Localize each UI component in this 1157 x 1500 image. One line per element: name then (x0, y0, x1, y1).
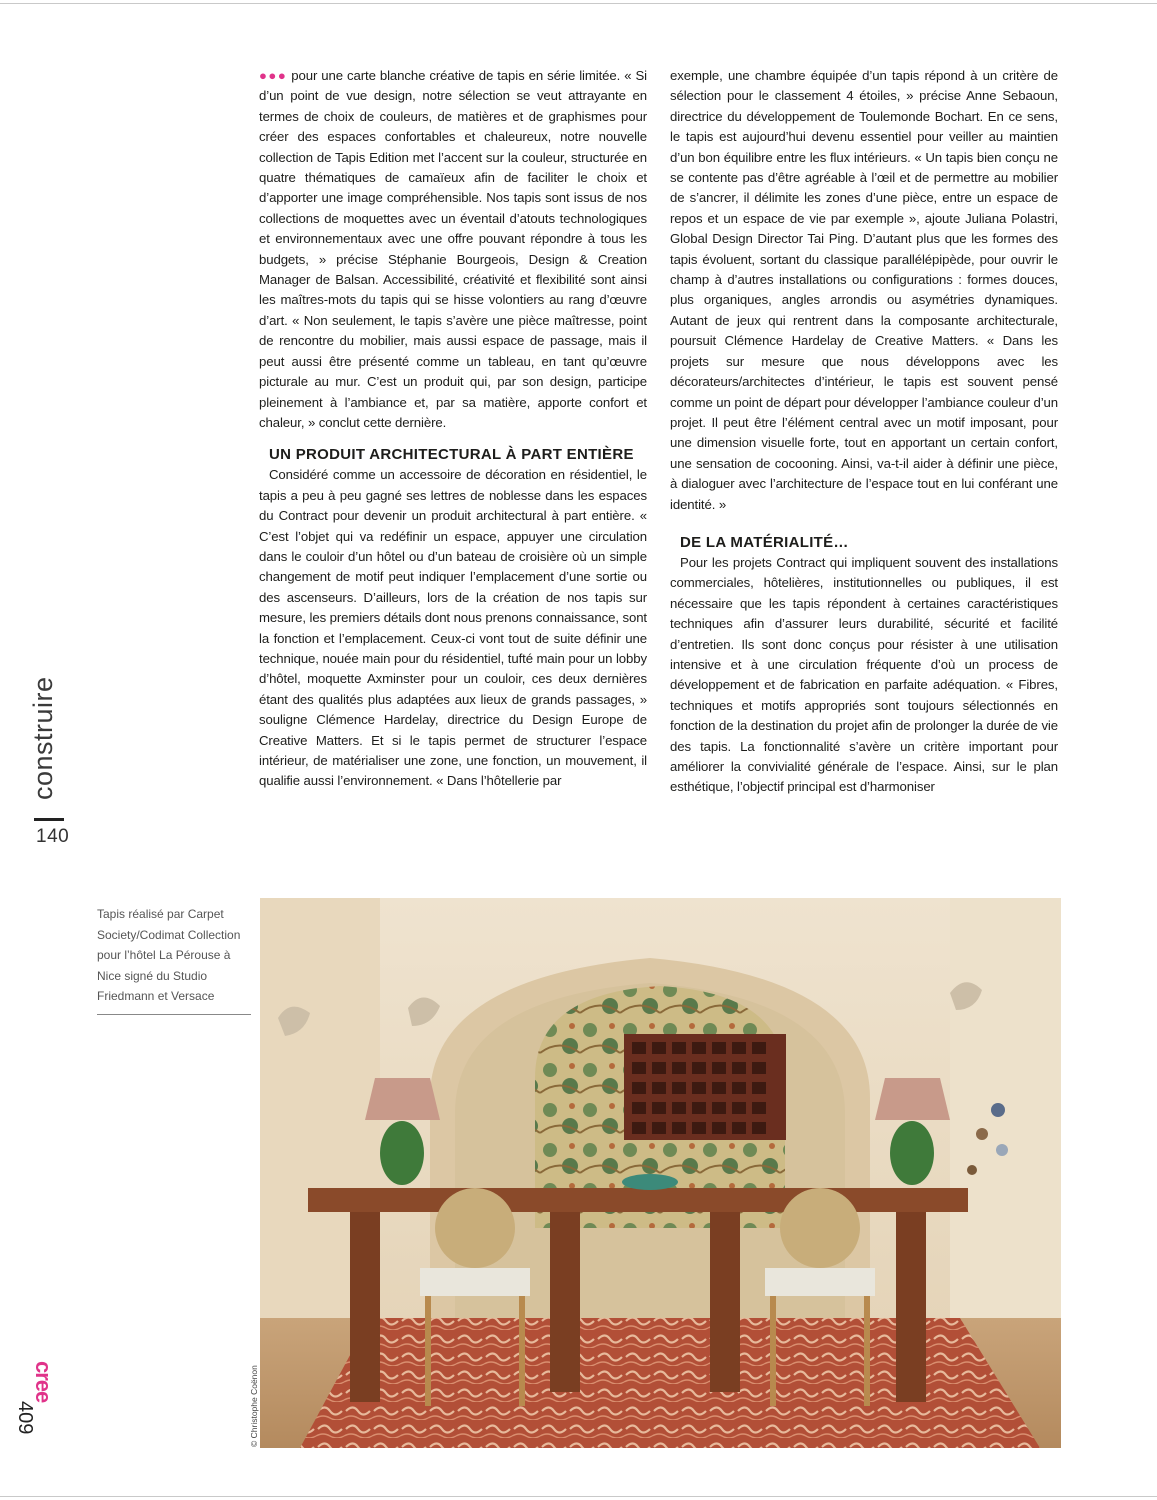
console-table (308, 1188, 968, 1212)
magazine-logo: cree (31, 1361, 56, 1403)
top-rule (0, 3, 1157, 4)
caption-rule (97, 1014, 251, 1015)
right-paragraph-1: exemple, une chambre équipée d’un tapis répond à un critère de sélection pour le classement 4 étoiles, » précise Anne Sebaoun, directrice du développement de Toulemonde Bochart. En ce sens, le tapis est aujourd’hui devenu essentiel pour veiller au maintien d’un bon équilibre entre les flux intérieurs. « Un tapis bien conçu ne se contente pas d’être agréable à l’œil et de permettre au mobilier de s’ancrer, il délimite les zones d’une pièce, entre un espace de repos et un espace de vie par exemple », ajoute Juliana Polastri, Global Design Director Tai Ping. D’autant plus que les formes des tapis évoluent, sortant du classique parallélépipède, pour ouvrir le champ à d’autres installations ou configurations : formes douces, plus organiques, angles arrondis ou asymétries dynamiques. Autant de jeux qui rentrent dans la composante architecturale, poursuit Clémence Hardelay de Creative Matters. « Dans les projets sur mesure que nous développons avec les décorateurs/architectes d’intérieur, le tapis est souvent pensé comme un point de départ pour développer l’ambiance couleur d’un projet. Il peut être l’élément central avec un motif imposant, pour une dimension visuelle forte, tout en apportant un certain confort, une sensation de cocooning. Ainsi, va-t-il aider à définir une pièce, à dialoguer avec l’architecture de l’espace tout en lui conférant une identité. » (670, 68, 1059, 512)
photo-caption: Tapis réalisé par Carpet Society/Codimat Collection pour l’hôtel La Pérouse à Nice signé du Studio Friedmann et Versace (97, 907, 241, 1003)
left-paragraph-1 (259, 66, 647, 433)
section-bar (34, 818, 64, 821)
page-number: 140 (36, 826, 70, 847)
left-paragraph-2: Considéré comme un accessoire de décoration en résidentiel, le tapis a peu à peu gagné ses lettres de noblesse dans les espaces du Contract pour devenir un produit architectural à part entière. « C’est l’objet qui va redéfinir un espace, appuyer une circulation dans le couloir d’un hôtel ou d’un bateau de croisière où un simple changement de motif peut indiquer l’emplacement d’une sortie ou des ascenseurs. D’ailleurs, lors de la création de nos tapis sur mesure, les premiers détails dont nous prenons connaissance, sont la fonction et l’emplacement. Ceux-ci vont tout de suite définir une technique, nouée main pour du résidentiel, tufté main pour un lobby d’hôtel, moquette Axminster pour un couloir, ces deux dernières étant des qualités plus adaptées aux lieux de grands passages, » souligne Clémence Hardelay, directrice du Design Europe de Creative Matters. Et si le tapis permet de structurer l’espace intérieur, de matérialiser une zone, une fonction, un mouvement, il qualifie aussi l’environnement. « Dans l’hôtellerie par (259, 467, 647, 789)
right-paragraph-2: Pour les projets Contract qui impliquent souvent des installations commerciales, hôtelières, institutionnelles ou publiques, il est nécessaire que les tapis répondent à certaines caractéristiques techniques afin d’assurer leurs durabilité, sécurité et facilité d’entretien. Ils sont donc conçus pour résister à une utilisation intensive et à une circulation fréquente d’où un process de développement et de fabrication en parfaite adéquation. « Fibres, techniques et motifs appropriés sont toujours sélectionnés en fonction de la destination du projet afin de prolonger la durée de vie des tapis. La fonctionnalité s’avère un critère important pour améliorer la convivialité générale de l’espace. Ainsi, sur le plan esthétique, l’objectif principal est d’harmoniser (670, 554, 1058, 795)
left-column (259, 66, 647, 792)
rug (300, 1318, 1040, 1448)
bowl-icon (622, 1174, 678, 1190)
bottom-rule (0, 1496, 1157, 1497)
issue-number: 409 (14, 1401, 36, 1435)
photo-credit: © Christophe Coënon (249, 1365, 259, 1447)
hotel-lobby-photo (260, 898, 1061, 1448)
heading-materialite: DE LA MATÉRIALITÉ… (680, 533, 849, 551)
left-paragraph-1-text: pour une carte blanche créative de tapis en série limitée. « Si d’un point de vue design, notre sélection se veut attrayante en termes de choix de couleurs, de matières et de graphismes pour créer des espaces confortables et chaleureux, notre nouvelle collection de Tapis Edition met l’accent sur la couleur, structurée en quatre thématiques de camaïeux afin de faciliter le choix et d’apporter une image compréhensible. Nos tapis sont issus de nos collections de moquettes avec un éventail d’atouts technologiques et environnementaux avec une offre pouvant répondre à tous les budgets, » précise Stéphanie Bourgeois, Design & Creation Manager de Balsan. Accessibilité, créativité et flexibilité sont ainsi les maîtres-mots du tapis qui se hisse volontiers au rang d’œuvre d’art. « Non seulement, le tapis s’avère une pièce maîtresse, point de rencontre du mobilier, mais aussi espace de passage, mais il peut aussi être présenté comme un tableau, en tant qu’œuvre picturale au mur. C’est un produit qui, par son design, participe pleinement à l’ambiance et, par sa matière, apporte confort et chaleur, » conclut cette dernière. (259, 68, 647, 430)
section-bullets-icon: ●●● (259, 68, 288, 83)
section-label-text: construire (28, 676, 58, 800)
magazine-brand (14, 1355, 64, 1443)
right-column (670, 66, 1058, 798)
heading-architectural: UN PRODUIT ARCHITECTURAL À PART ENTIÈRE (269, 446, 634, 464)
section-label (28, 676, 68, 800)
